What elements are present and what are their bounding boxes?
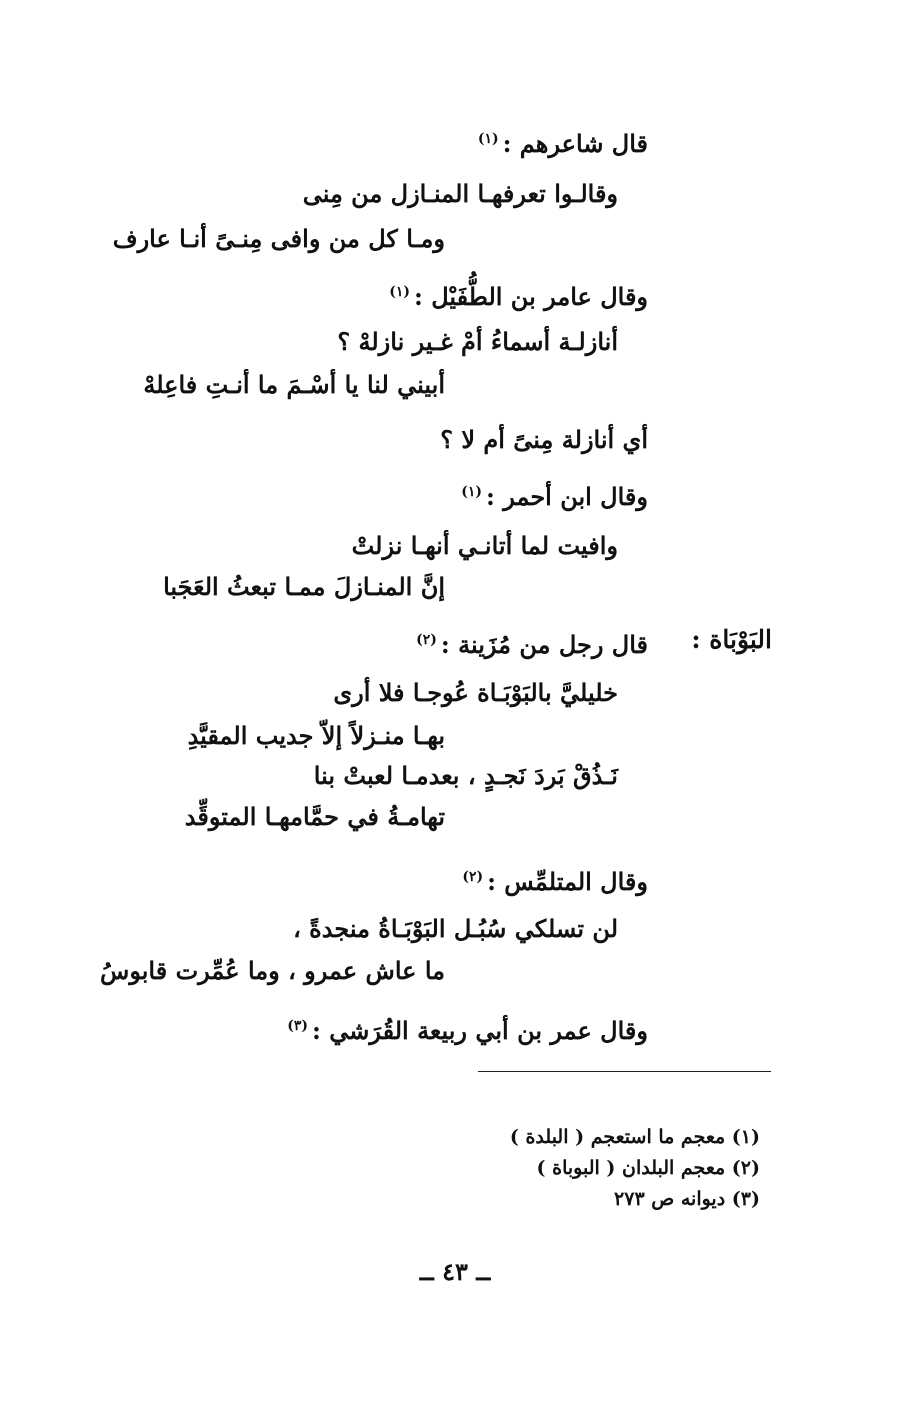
footnote-ref: (٢) xyxy=(462,869,484,885)
poet-intro xyxy=(461,476,648,513)
poet-intro xyxy=(462,861,648,898)
footnote: (٣) ديوانه ص ٢٧٣ xyxy=(614,1188,760,1210)
poet-intro xyxy=(389,276,648,313)
verse-line: لن تسلكي سُبُـل البَوْبَـاةُ منجدةً ، xyxy=(293,914,618,943)
footnote: (١) معجم ما استعجم ( البلدة ) xyxy=(509,1126,760,1148)
footnote-ref: (١) xyxy=(461,484,483,500)
verse-line: أنازلـة أسماءُ أمْ غـير نازلهْ ؟ xyxy=(337,327,618,356)
intro-text: وقال ابن أحمر : xyxy=(486,482,648,511)
gloss-line: أي أنازلة مِنىً أم لا ؟ xyxy=(440,425,648,454)
intro-text: وقال عامر بن الطُّفَيْل : xyxy=(414,282,648,311)
verse-line: أبيني لنا يا أسْـمَ ما أنـتِ فاعِلهْ xyxy=(143,370,445,399)
verse-line: بهـا منـزلاً إلاّ جديب المقيَّدِ xyxy=(187,721,445,750)
place-heading: البَوْبَاة : xyxy=(691,625,772,654)
footnote-ref: (١) xyxy=(389,284,410,300)
verse-line: ومـا كل من وافى مِنـىً أنـا عارف xyxy=(112,224,445,253)
footnote-ref: (١) xyxy=(477,131,499,147)
verse-line: نَـذُقْ بَردَ نَجـدٍ ، بعدمـا لعبتْ بنا xyxy=(313,761,618,790)
intro-text: وقال عمر بن أبي ربيعة القُرَشي : xyxy=(312,1016,648,1045)
verse-line: إنَّ المنـازلَ ممـا تبعثُ العَجَبا xyxy=(163,572,445,601)
page-number: ــ ٤٣ ــ xyxy=(419,1257,491,1286)
verse-line: ما عاش عمرو ، وما عُمِّرت قابوسُ xyxy=(100,956,445,985)
footnote-ref: (٣) xyxy=(287,1018,309,1034)
intro-text: وقال المتلمِّس : xyxy=(487,867,648,896)
poet-intro xyxy=(478,123,648,160)
verse-line: وقالـوا تعرفهـا المنـازل من مِنى xyxy=(302,179,618,208)
footnote-divider xyxy=(478,1071,771,1072)
poet-intro xyxy=(287,1010,648,1047)
footnote-ref: (٢) xyxy=(416,632,437,648)
verse-line: وافيت لما أتانـي أنهـا نزلتْ xyxy=(351,531,618,560)
poet-intro xyxy=(416,624,648,661)
verse-line: تهامـةُ في حمَّامهـا المتوقِّد xyxy=(184,802,445,831)
intro-text: قال شاعرهم : xyxy=(502,129,648,158)
footnote: (٢) معجم البلدان ( البوباة ) xyxy=(536,1157,760,1179)
intro-text: قال رجل من مُزَينة : xyxy=(440,630,648,659)
verse-line: خليليَّ بالبَوْبَـاة عُوجـا فلا أرى xyxy=(333,678,618,707)
